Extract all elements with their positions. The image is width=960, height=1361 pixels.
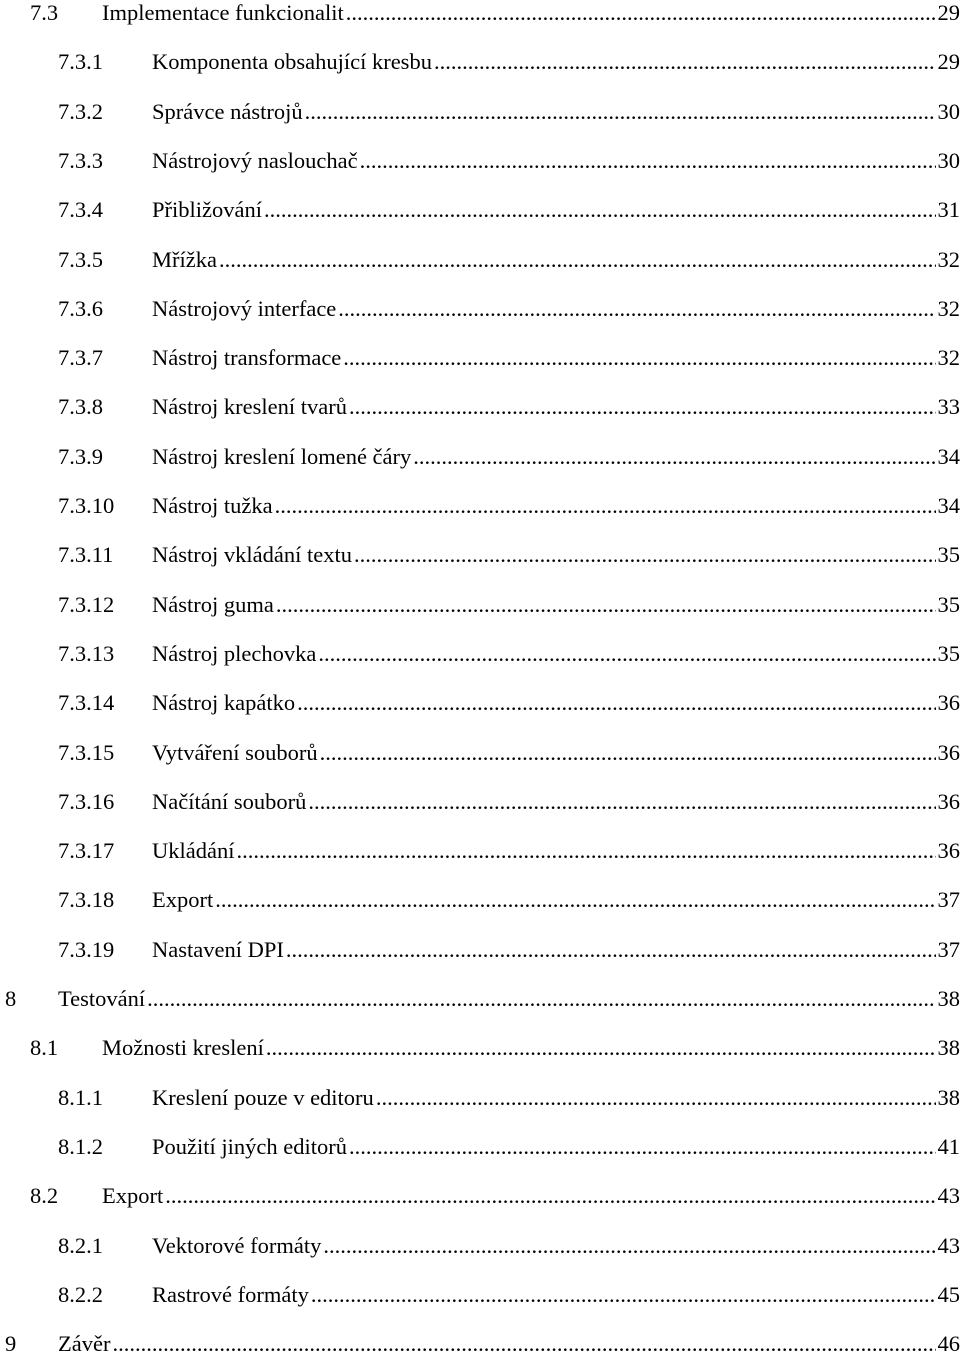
toc-entry[interactable] <box>58 1278 960 1312</box>
toc-entry-title: Nástroj vkládání textu <box>152 538 352 572</box>
toc-entry-number: 8.1.1 <box>58 1081 152 1115</box>
toc-entry-page-number: 36 <box>938 834 960 868</box>
toc-entry-number: 8.1 <box>30 1031 102 1065</box>
toc-entry[interactable] <box>58 95 960 129</box>
toc-entry-number: 7.3.7 <box>58 341 152 375</box>
toc-entry-number: 7.3.17 <box>58 834 152 868</box>
toc-dot-leader <box>376 1081 936 1115</box>
toc-entry-title: Nástroj tužka <box>152 489 273 523</box>
toc-entry[interactable] <box>30 0 960 30</box>
toc-entry-title: Komponenta obsahující kresbu <box>152 45 432 79</box>
toc-entry-title: Rastrové formáty <box>152 1278 309 1312</box>
toc-entry-title: Vektorové formáty <box>152 1229 321 1263</box>
toc-dot-leader <box>323 1229 935 1263</box>
toc-entry-page-number: 32 <box>938 341 960 375</box>
toc-entry[interactable] <box>58 883 960 917</box>
toc-dot-leader <box>112 1327 935 1361</box>
toc-entry-title: Nastavení DPI <box>152 933 284 967</box>
toc-entry-title: Nástroj guma <box>152 588 274 622</box>
toc-entry-page-number: 41 <box>938 1130 960 1164</box>
toc-entry-page-number: 35 <box>938 588 960 622</box>
toc-entry-title: Nástrojový naslouchač <box>152 144 358 178</box>
toc-entry-page-number: 34 <box>938 489 960 523</box>
toc-entry[interactable] <box>58 736 960 770</box>
toc-entry[interactable] <box>58 341 960 375</box>
toc-entry-page-number: 43 <box>938 1179 960 1213</box>
toc-entry-title: Možnosti kreslení <box>102 1031 264 1065</box>
toc-entry-page-number: 37 <box>938 883 960 917</box>
toc-entry-page-number: 35 <box>938 637 960 671</box>
toc-entry-number: 7.3.13 <box>58 637 152 671</box>
toc-entry-page-number: 32 <box>938 243 960 277</box>
toc-entry-title: Použití jiných editorů <box>152 1130 347 1164</box>
toc-dot-leader <box>147 982 935 1016</box>
toc-entry[interactable] <box>58 489 960 523</box>
toc-entry-page-number: 30 <box>938 144 960 178</box>
toc-dot-leader <box>318 637 935 671</box>
toc-entry-number: 7.3.3 <box>58 144 152 178</box>
toc-entry-number: 9 <box>5 1327 58 1361</box>
toc-entry-title: Export <box>102 1179 163 1213</box>
toc-dot-leader <box>354 538 936 572</box>
toc-dot-leader <box>311 1278 936 1312</box>
toc-dot-leader <box>349 390 936 424</box>
toc-entry-number: 7.3.4 <box>58 193 152 227</box>
toc-dot-leader <box>305 95 936 129</box>
toc-entry[interactable] <box>58 538 960 572</box>
toc-entry-title: Přibližování <box>152 193 262 227</box>
toc-entry-title: Kreslení pouze v editoru <box>152 1081 374 1115</box>
toc-entry-number: 8.1.2 <box>58 1130 152 1164</box>
toc-dot-leader <box>264 193 936 227</box>
toc-entry[interactable] <box>58 243 960 277</box>
toc-entry-number: 7.3.2 <box>58 95 152 129</box>
toc-entry-number: 7.3.16 <box>58 785 152 819</box>
toc-entry-number: 7.3.6 <box>58 292 152 326</box>
toc-dot-leader <box>165 1179 935 1213</box>
toc-dot-leader <box>413 440 935 474</box>
toc-entry-page-number: 29 <box>938 45 960 79</box>
toc-entry[interactable] <box>58 144 960 178</box>
toc-entry-number: 7.3.12 <box>58 588 152 622</box>
toc-entry[interactable] <box>58 785 960 819</box>
toc-entry-title: Vytváření souborů <box>152 736 318 770</box>
toc-entry-title: Mřížka <box>152 243 217 277</box>
toc-entry[interactable] <box>58 440 960 474</box>
toc-entry[interactable] <box>58 1081 960 1115</box>
toc-entry-page-number: 37 <box>938 933 960 967</box>
toc-entry[interactable] <box>58 45 960 79</box>
toc-entry-number: 7.3.11 <box>58 538 152 572</box>
toc-entry-page-number: 38 <box>938 1081 960 1115</box>
toc-entry-number: 7.3.8 <box>58 390 152 424</box>
toc-entry-page-number: 36 <box>938 785 960 819</box>
toc-entry-number: 7.3.14 <box>58 686 152 720</box>
toc-entry-page-number: 36 <box>938 686 960 720</box>
toc-entry[interactable] <box>5 1327 960 1361</box>
toc-entry-page-number: 30 <box>938 95 960 129</box>
toc-entry-page-number: 31 <box>938 193 960 227</box>
toc-entry-page-number: 33 <box>938 390 960 424</box>
toc-entry-page-number: 36 <box>938 736 960 770</box>
toc-entry-title: Načítání souborů <box>152 785 306 819</box>
toc-entry[interactable] <box>5 982 960 1016</box>
toc-dot-leader <box>308 785 935 819</box>
toc-dot-leader <box>434 45 936 79</box>
toc-entry[interactable] <box>58 390 960 424</box>
toc-dot-leader <box>275 489 936 523</box>
toc-entry[interactable] <box>58 292 960 326</box>
toc-entry-number: 7.3.18 <box>58 883 152 917</box>
toc-entry-title: Správce nástrojů <box>152 95 303 129</box>
toc-entry-page-number: 38 <box>938 982 960 1016</box>
toc-entry[interactable] <box>58 1229 960 1263</box>
toc-entry-page-number: 34 <box>938 440 960 474</box>
toc-entry[interactable] <box>58 1130 960 1164</box>
toc-dot-leader <box>338 292 935 326</box>
toc-dot-leader <box>346 0 936 30</box>
toc-entry-title: Nástroj plechovka <box>152 637 316 671</box>
toc-dot-leader <box>320 736 936 770</box>
toc-entry-number: 8.2 <box>30 1179 102 1213</box>
toc-entry-title: Nástroj kapátko <box>152 686 295 720</box>
toc-entry-title: Nástroj kreslení lomené čáry <box>152 440 411 474</box>
toc-entry-number: 7.3.1 <box>58 45 152 79</box>
toc-dot-leader <box>360 144 936 178</box>
toc-entry-page-number: 32 <box>938 292 960 326</box>
toc-entry-title: Export <box>152 883 213 917</box>
toc-entry-number: 7.3.19 <box>58 933 152 967</box>
toc-entry-page-number: 29 <box>938 0 960 30</box>
toc-entry-title: Implementace funkcionalit <box>102 0 344 30</box>
toc-entry[interactable] <box>30 1031 960 1065</box>
toc-dot-leader <box>266 1031 936 1065</box>
toc-entry[interactable] <box>58 834 960 868</box>
toc-entry-title: Testování <box>58 982 145 1016</box>
toc-entry-title: Nástrojový interface <box>152 292 336 326</box>
toc-entry-number: 7.3.15 <box>58 736 152 770</box>
toc-entry[interactable] <box>58 637 960 671</box>
toc-entry-number: 8.2.2 <box>58 1278 152 1312</box>
toc-entry[interactable] <box>58 193 960 227</box>
toc-entry[interactable] <box>58 933 960 967</box>
toc-dot-leader <box>215 883 935 917</box>
toc-entry-title: Ukládání <box>152 834 234 868</box>
toc-dot-leader <box>286 933 936 967</box>
toc-entry-page-number: 35 <box>938 538 960 572</box>
toc-entry-page-number: 38 <box>938 1031 960 1065</box>
toc-entry[interactable] <box>58 686 960 720</box>
toc-entry-number: 8.2.1 <box>58 1229 152 1263</box>
toc-entry-page-number: 45 <box>938 1278 960 1312</box>
toc-dot-leader <box>297 686 935 720</box>
toc-entry-number: 7.3.10 <box>58 489 152 523</box>
toc-entry-number: 7.3 <box>30 0 102 30</box>
toc-dot-leader <box>219 243 936 277</box>
toc-entry-page-number: 46 <box>938 1327 960 1361</box>
toc-dot-leader <box>236 834 935 868</box>
toc-entry-title: Nástroj transformace <box>152 341 341 375</box>
toc-dot-leader <box>349 1130 936 1164</box>
toc-entry-page-number: 43 <box>938 1229 960 1263</box>
toc-entry[interactable] <box>58 588 960 622</box>
toc-entry-number: 8 <box>5 982 58 1016</box>
toc-dot-leader <box>343 341 935 375</box>
toc-entry-number: 7.3.9 <box>58 440 152 474</box>
toc-entry-title: Nástroj kreslení tvarů <box>152 390 347 424</box>
toc-dot-leader <box>276 588 936 622</box>
toc-entry[interactable] <box>30 1179 960 1213</box>
toc-entry-title: Závěr <box>58 1327 110 1361</box>
toc-entry-number: 7.3.5 <box>58 243 152 277</box>
